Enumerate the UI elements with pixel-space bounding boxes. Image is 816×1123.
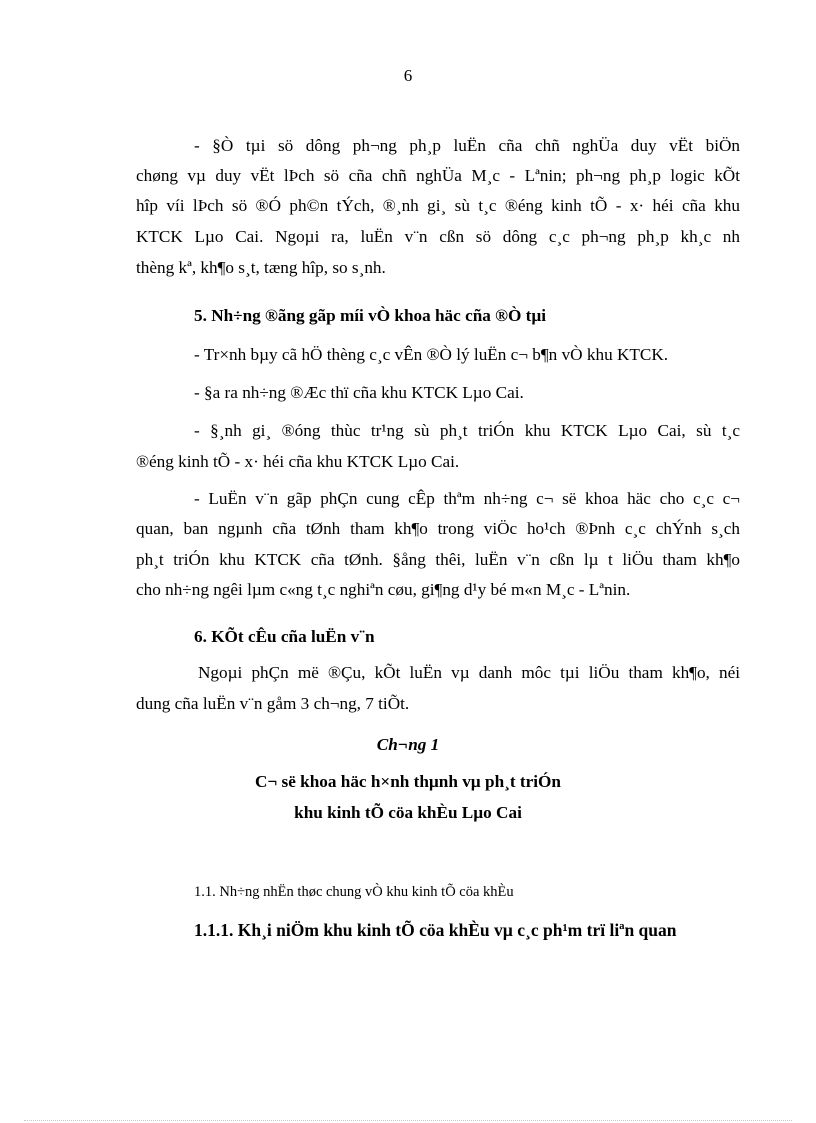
paragraph-line: KTCK Lµo Cai. Ngoµi ra, luËn v¨n cßn sö dông c¸c ph¬ng ph¸p kh¸c nh — [136, 227, 740, 246]
section-heading-5: 5. Nh÷ng ®ãng gãp míi vÒ khoa häc cña ®Ò tµi — [194, 306, 547, 325]
subsection-heading: 1.1. Nh÷ng nhËn thøc chung vÒ khu kinh tÕ cöa khÈu — [194, 884, 514, 900]
paragraph-line: - §Ò tµi sö dông ph¬ng ph¸p luËn cña chñ nghÜa duy vËt biÖn — [194, 136, 740, 155]
chapter-label: Ch¬ng 1 — [376, 735, 440, 754]
bullet-line: - Tr×nh bµy cã hÖ thèng c¸c vÊn ®Ò lý luËn c¬ b¶n vÒ khu KTCK. — [194, 345, 669, 364]
paragraph-line: dung cña luËn v¨n gåm 3 ch¬ng, 7 tiÕt. — [136, 694, 410, 713]
chapter-title: C¬ së khoa häc h×nh thµnh vµ ph¸t triÓn — [255, 772, 561, 791]
bullet-line: cho nh÷ng ngêi lµm c«ng t¸c nghiªn cøu, gi¶ng d¹y bé m«n M¸c - Lªnin. — [136, 580, 631, 599]
bullet-line: - LuËn v¨n gãp phÇn cung cÊp thªm nh÷ng c¬ së khoa häc cho c¸c c¬ — [194, 489, 740, 508]
subsubsection-heading: 1.1.1. Kh¸i niÖm khu kinh tÕ cöa khÈu vµ c¸c ph¹m trï liªn quan — [194, 920, 677, 940]
bullet-line: - §a ra nh÷ng ®Æc thï cña khu KTCK Lµo Cai. — [194, 383, 524, 402]
bullet-line: ph¸t triÓn khu KTCK cña tØnh. §ång thêi, luËn v¨n cßn lµ t liÖu tham kh¶o — [136, 550, 740, 569]
bullet-line: quan, ban ngµnh cña tØnh tham kh¶o trong viÖc ho¹ch ®Þnh c¸c chÝnh s¸ch — [136, 519, 740, 538]
paragraph-line: thèng kª, kh¶o s¸t, tæng hîp, so s¸nh. — [136, 258, 386, 277]
chapter-title: khu kinh tÕ cöa khÈu Lµo Cai — [294, 803, 522, 822]
paragraph-line: Ngoµi phÇn më ®Çu, kÕt luËn vµ danh môc tµi liÖu tham kh¶o, néi — [198, 663, 740, 682]
paragraph-line: chøng vµ duy vËt lÞch sö cña chñ nghÜa M¸c - Lªnin; ph¬ng ph¸p logic kÕt — [136, 166, 740, 185]
page-bottom-border — [24, 1120, 792, 1121]
bullet-line: - §¸nh gi¸ ®óng thùc tr¹ng sù ph¸t triÓn khu KTCK Lµo Cai, sù t¸c — [194, 421, 740, 440]
bullet-line: ®éng kinh tÕ - x· héi cña khu KTCK Lµo Cai. — [136, 452, 460, 471]
page-number: 6 — [403, 66, 413, 85]
section-heading-6: 6. KÕt cÊu cña luËn v¨n — [194, 627, 375, 646]
paragraph-line: hîp víi lÞch sö ®Ó ph©n tÝch, ®¸nh gi¸ sù t¸c ®éng kinh tÕ - x· héi cña khu — [136, 196, 740, 215]
